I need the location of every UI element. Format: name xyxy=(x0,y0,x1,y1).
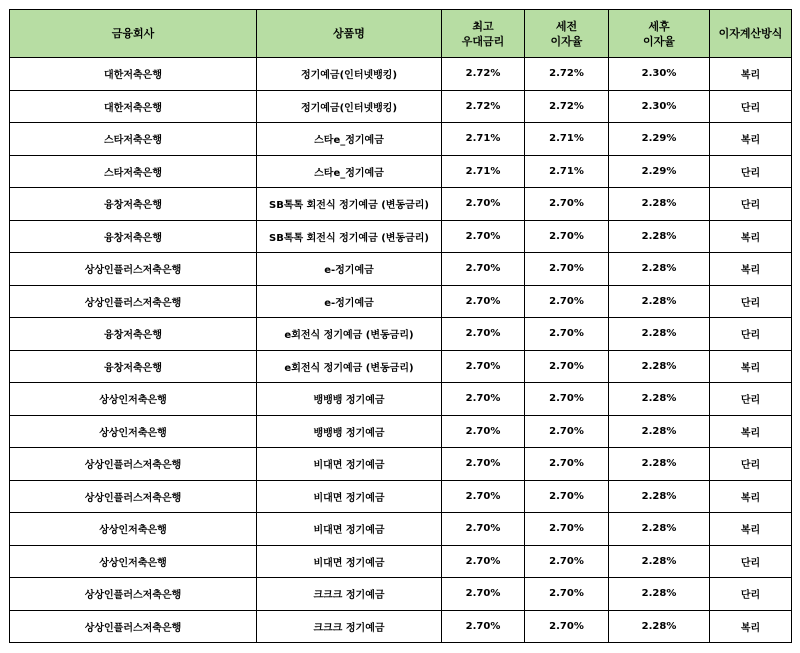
cell-bank: 상상인저축은행 xyxy=(10,415,257,448)
table-row xyxy=(10,578,792,611)
table-header xyxy=(10,10,792,58)
cell-posttax-rate: 2.28% xyxy=(609,220,710,253)
cell-calc-method: 복리 xyxy=(710,513,792,546)
cell-calc-method: 단리 xyxy=(710,318,792,351)
cell-pretax-rate: 2.70% xyxy=(525,448,609,481)
cell-bank: 상상인플러스저축은행 xyxy=(10,610,257,643)
cell-posttax-rate: 2.29% xyxy=(609,123,710,156)
cell-max-rate: 2.71% xyxy=(442,155,525,188)
cell-calc-method: 단리 xyxy=(710,448,792,481)
cell-calc-method: 단리 xyxy=(710,383,792,416)
cell-product: 비대면 정기예금 xyxy=(257,513,442,546)
cell-pretax-rate: 2.70% xyxy=(525,220,609,253)
deposit-rate-table xyxy=(9,9,792,643)
cell-calc-method: 단리 xyxy=(710,285,792,318)
cell-calc-method: 복리 xyxy=(710,350,792,383)
cell-max-rate: 2.70% xyxy=(442,545,525,578)
cell-calc-method: 단리 xyxy=(710,188,792,221)
header-pretax-rate xyxy=(525,10,609,58)
table-row xyxy=(10,513,792,546)
cell-posttax-rate: 2.28% xyxy=(609,545,710,578)
cell-product: e회전식 정기예금 (변동금리) xyxy=(257,350,442,383)
cell-pretax-rate: 2.70% xyxy=(525,480,609,513)
header-calc-method: 이자계산방식 xyxy=(710,10,792,58)
cell-bank: 대한저축은행 xyxy=(10,58,257,91)
cell-posttax-rate: 2.28% xyxy=(609,318,710,351)
cell-product: 크크크 정기예금 xyxy=(257,610,442,643)
table-row xyxy=(10,253,792,286)
cell-pretax-rate: 2.70% xyxy=(525,578,609,611)
cell-bank: 상상인플러스저축은행 xyxy=(10,285,257,318)
cell-posttax-rate: 2.28% xyxy=(609,448,710,481)
cell-bank: 상상인플러스저축은행 xyxy=(10,448,257,481)
cell-posttax-rate: 2.29% xyxy=(609,155,710,188)
cell-max-rate: 2.70% xyxy=(442,448,525,481)
table-row xyxy=(10,155,792,188)
cell-bank: 융창저축은행 xyxy=(10,220,257,253)
cell-product: 비대면 정기예금 xyxy=(257,480,442,513)
cell-max-rate: 2.70% xyxy=(442,285,525,318)
table-row xyxy=(10,188,792,221)
cell-pretax-rate: 2.70% xyxy=(525,285,609,318)
table-row xyxy=(10,480,792,513)
cell-calc-method: 복리 xyxy=(710,415,792,448)
cell-calc-method: 복리 xyxy=(710,58,792,91)
cell-calc-method: 단리 xyxy=(710,578,792,611)
cell-pretax-rate: 2.70% xyxy=(525,610,609,643)
cell-pretax-rate: 2.72% xyxy=(525,90,609,123)
cell-max-rate: 2.70% xyxy=(442,318,525,351)
cell-pretax-rate: 2.71% xyxy=(525,123,609,156)
cell-posttax-rate: 2.28% xyxy=(609,480,710,513)
cell-product: 정기예금(인터넷뱅킹) xyxy=(257,90,442,123)
table-row xyxy=(10,383,792,416)
table-row xyxy=(10,123,792,156)
header-bank: 금융회사 xyxy=(10,10,257,58)
cell-product: 비대면 정기예금 xyxy=(257,448,442,481)
cell-product: SB톡톡 회전식 정기예금 (변동금리) xyxy=(257,220,442,253)
cell-pretax-rate: 2.72% xyxy=(525,58,609,91)
table-row xyxy=(10,58,792,91)
cell-calc-method: 단리 xyxy=(710,90,792,123)
cell-bank: 융창저축은행 xyxy=(10,188,257,221)
cell-product: e-정기예금 xyxy=(257,253,442,286)
cell-calc-method: 복리 xyxy=(710,480,792,513)
cell-posttax-rate: 2.30% xyxy=(609,90,710,123)
table-row xyxy=(10,350,792,383)
cell-calc-method: 복리 xyxy=(710,220,792,253)
cell-calc-method: 복리 xyxy=(710,123,792,156)
cell-posttax-rate: 2.28% xyxy=(609,253,710,286)
header-max-rate-line1: 최고 xyxy=(472,19,494,33)
header-row xyxy=(10,10,792,58)
cell-max-rate: 2.72% xyxy=(442,58,525,91)
table-row xyxy=(10,415,792,448)
table-body xyxy=(10,58,792,643)
cell-max-rate: 2.70% xyxy=(442,415,525,448)
cell-max-rate: 2.70% xyxy=(442,253,525,286)
cell-product: 뱅뱅뱅 정기예금 xyxy=(257,415,442,448)
cell-pretax-rate: 2.70% xyxy=(525,545,609,578)
cell-bank: 상상인저축은행 xyxy=(10,545,257,578)
cell-pretax-rate: 2.70% xyxy=(525,513,609,546)
cell-product: 스타e_정기예금 xyxy=(257,123,442,156)
cell-max-rate: 2.70% xyxy=(442,513,525,546)
table-row xyxy=(10,90,792,123)
table-row xyxy=(10,285,792,318)
cell-product: 뱅뱅뱅 정기예금 xyxy=(257,383,442,416)
header-pretax-line1: 세전 xyxy=(555,19,578,33)
table-row xyxy=(10,318,792,351)
cell-bank: 상상인저축은행 xyxy=(10,383,257,416)
cell-product: 스타e_정기예금 xyxy=(257,155,442,188)
header-posttax-rate xyxy=(609,10,710,58)
table-row xyxy=(10,610,792,643)
header-posttax-line2: 이자율 xyxy=(643,34,675,48)
cell-max-rate: 2.71% xyxy=(442,123,525,156)
cell-posttax-rate: 2.30% xyxy=(609,58,710,91)
header-max-rate xyxy=(442,10,525,58)
header-pretax-line2: 이자율 xyxy=(550,34,583,48)
table-row xyxy=(10,448,792,481)
cell-posttax-rate: 2.28% xyxy=(609,285,710,318)
deposit-rate-table-container xyxy=(9,9,791,643)
cell-max-rate: 2.70% xyxy=(442,610,525,643)
cell-max-rate: 2.70% xyxy=(442,383,525,416)
cell-calc-method: 단리 xyxy=(710,155,792,188)
cell-product: 크크크 정기예금 xyxy=(257,578,442,611)
cell-bank: 대한저축은행 xyxy=(10,90,257,123)
cell-bank: 융창저축은행 xyxy=(10,318,257,351)
cell-posttax-rate: 2.28% xyxy=(609,350,710,383)
cell-max-rate: 2.70% xyxy=(442,578,525,611)
cell-max-rate: 2.70% xyxy=(442,480,525,513)
cell-bank: 스타저축은행 xyxy=(10,123,257,156)
cell-bank: 스타저축은행 xyxy=(10,155,257,188)
cell-pretax-rate: 2.70% xyxy=(525,415,609,448)
cell-calc-method: 단리 xyxy=(710,545,792,578)
cell-product: 비대면 정기예금 xyxy=(257,545,442,578)
cell-pretax-rate: 2.70% xyxy=(525,383,609,416)
header-product: 상품명 xyxy=(257,10,442,58)
table-row xyxy=(10,545,792,578)
cell-posttax-rate: 2.28% xyxy=(609,610,710,643)
cell-max-rate: 2.70% xyxy=(442,350,525,383)
cell-pretax-rate: 2.70% xyxy=(525,350,609,383)
cell-product: SB톡톡 회전식 정기예금 (변동금리) xyxy=(257,188,442,221)
cell-posttax-rate: 2.28% xyxy=(609,415,710,448)
cell-product: e회전식 정기예금 (변동금리) xyxy=(257,318,442,351)
cell-pretax-rate: 2.71% xyxy=(525,155,609,188)
cell-bank: 상상인플러스저축은행 xyxy=(10,578,257,611)
cell-posttax-rate: 2.28% xyxy=(609,578,710,611)
cell-pretax-rate: 2.70% xyxy=(525,253,609,286)
cell-posttax-rate: 2.28% xyxy=(609,188,710,221)
cell-bank: 융창저축은행 xyxy=(10,350,257,383)
header-max-rate-line2: 우대금리 xyxy=(461,34,505,48)
cell-max-rate: 2.72% xyxy=(442,90,525,123)
cell-posttax-rate: 2.28% xyxy=(609,513,710,546)
table-row xyxy=(10,220,792,253)
cell-pretax-rate: 2.70% xyxy=(525,188,609,221)
cell-bank: 상상인플러스저축은행 xyxy=(10,480,257,513)
cell-product: e-정기예금 xyxy=(257,285,442,318)
cell-product: 정기예금(인터넷뱅킹) xyxy=(257,58,442,91)
cell-calc-method: 복리 xyxy=(710,253,792,286)
cell-max-rate: 2.70% xyxy=(442,220,525,253)
cell-posttax-rate: 2.28% xyxy=(609,383,710,416)
cell-bank: 상상인플러스저축은행 xyxy=(10,253,257,286)
cell-max-rate: 2.70% xyxy=(442,188,525,221)
header-posttax-line1: 세후 xyxy=(648,19,670,33)
cell-pretax-rate: 2.70% xyxy=(525,318,609,351)
cell-calc-method: 복리 xyxy=(710,610,792,643)
cell-bank: 상상인저축은행 xyxy=(10,513,257,546)
